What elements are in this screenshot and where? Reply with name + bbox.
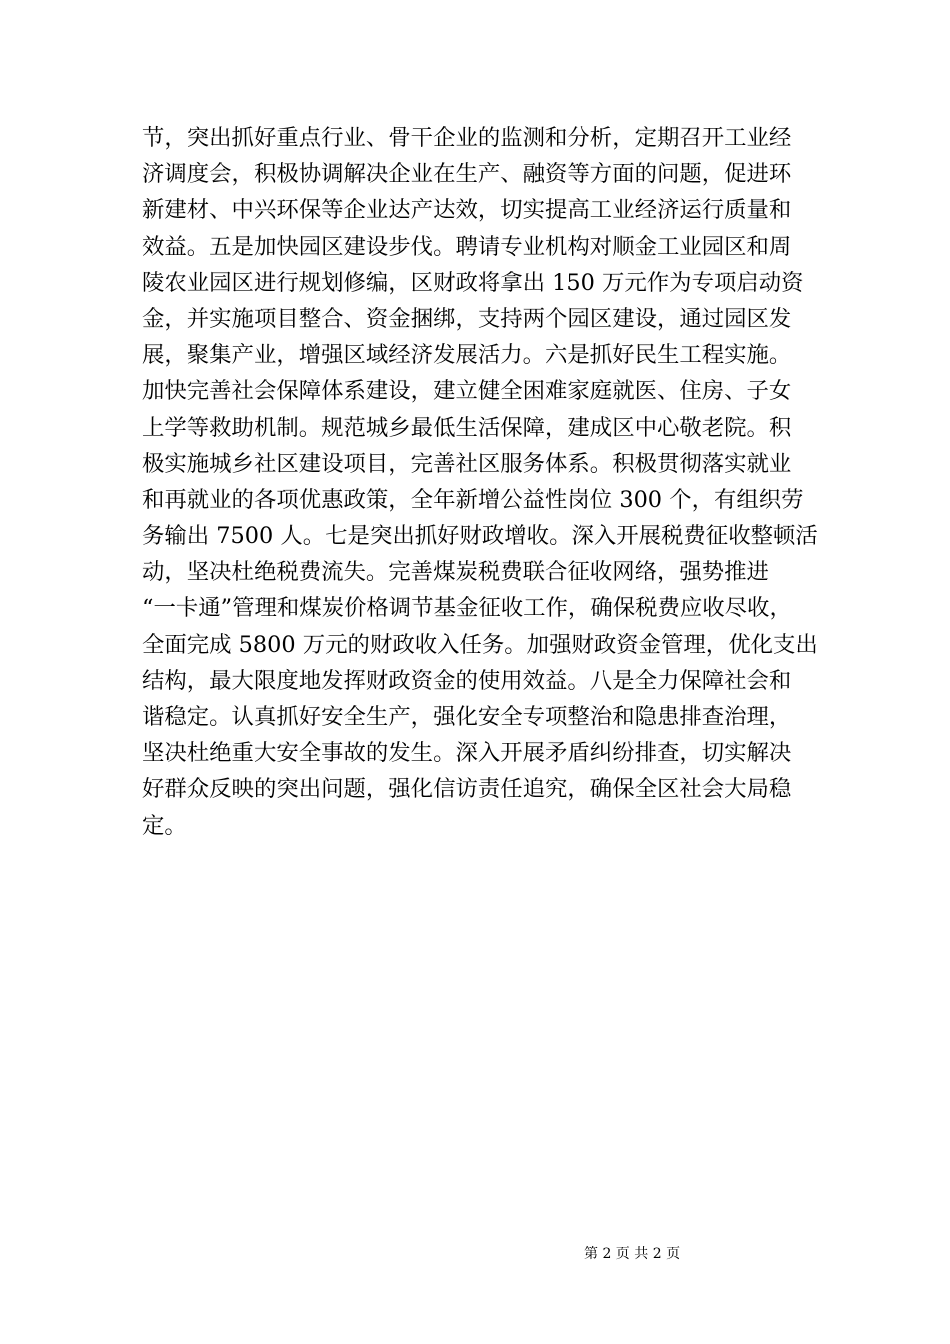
body-paragraph [142,120,818,844]
text-line: 和再就业的各项优惠政策，全年新增公益性岗位 300 个，有组织劳 [142,486,804,513]
text-line: 好群众反映的突出问题，强化信访责任追究，确保全区社会大局稳 [142,776,792,803]
text-line: 效益。五是加快园区建设步伐。聘请专业机构对顺金工业园区和周 [142,233,792,260]
text-line: 坚决杜绝重大安全事故的发生。深入开展矛盾纠纷排查，切实解决 [142,740,792,767]
text-line: 务输出 7500 人。七是突出抓好财政增收。深入开展税费征收整顿活 [142,523,818,550]
text-line: 上学等救助机制。规范城乡最低生活保障，建成区中心敬老院。积 [142,414,792,441]
text-line: “一卡通”管理和煤炭价格调节基金征收工作，确保税费应收尽收， [142,595,792,622]
text-line: 谐稳定。认真抓好安全生产，强化安全专项整治和隐患排查治理， [142,704,792,730]
text-line: 全面完成 5800 万元的财政收入任务。加强财政资金管理，优化支出 [142,631,818,658]
text-line: 加快完善社会保障体系建设，建立健全困难家庭就医、住房、子女 [142,378,792,405]
text-line: 陵农业园区进行规划修编，区财政将拿出 150 万元作为专项启动资 [142,269,804,296]
text-line: 定。 [142,812,187,839]
text-line: 新建材、中兴环保等企业达产达效，切实提高工业经济运行质量和 [142,197,792,224]
text-line: 结构，最大限度地发挥财政资金的使用效益。八是全力保障社会和 [142,667,792,694]
text-line: 动，坚决杜绝税费流失。完善煤炭税费联合征收网络，强势推进 [142,559,769,586]
page-number-footer: 第 2 页 共 2 页 [584,1246,681,1262]
text-line: 金，并实施项目整合、资金捆绑，支持两个园区建设，通过园区发 [142,305,792,332]
text-line: 展，聚集产业，增强区域经济发展活力。六是抓好民生工程实施。 [142,342,792,369]
text-line: 济调度会，积极协调解决企业在生产、融资等方面的问题，促进环 [142,161,792,188]
text-line: 节，突出抓好重点行业、骨干企业的监测和分析，定期召开工业经 [142,125,792,151]
text-line: 极实施城乡社区建设项目，完善社区服务体系。积极贯彻落实就业 [142,450,792,477]
